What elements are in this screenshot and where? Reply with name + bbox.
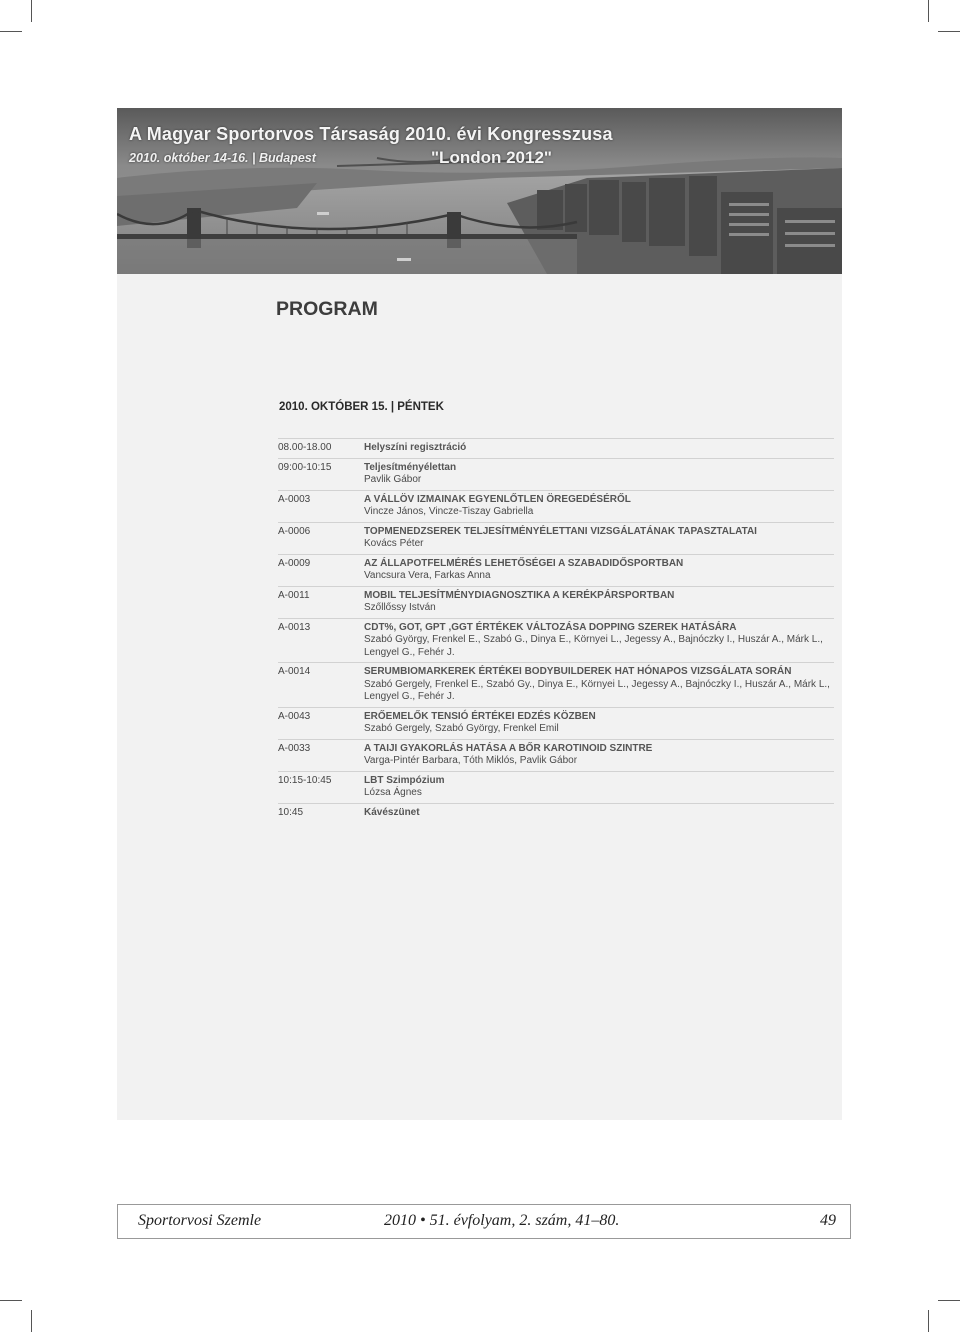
schedule-title: Helyszíni regisztráció [364,442,467,453]
day-heading: 2010. OKTÓBER 15. | PÉNTEK [279,401,444,413]
schedule-title: Kávészünet [364,806,420,818]
banner-date: 2010. október 14-16. | Budapest [129,151,316,165]
schedule-entry [364,442,834,455]
schedule-title: Teljesítményélettan [364,461,457,473]
schedule-authors: Vincze János, Vincze-Tiszay Gabriella [364,506,534,517]
schedule-title: TOPMENEDZSEREK TELJESÍTMÉNYÉLETTANI VIZSGÁLATÁNAK TAPASZTALATAI [364,525,757,537]
schedule-title: ERŐEMELŐK TENSIÓ ÉRTÉKEI EDZÉS KÖZBEN [364,710,596,722]
crop-mark [31,0,32,22]
crop-mark [31,1310,32,1332]
schedule-code: A-0011 [278,589,310,601]
schedule-entry [364,775,834,800]
schedule-entry [364,462,834,487]
footer-issue-info: 2010 • 51. évfolyam, 2. szám, 41–80. [384,1212,620,1229]
schedule-row [278,803,834,823]
schedule-code: A-0006 [278,525,311,537]
schedule-authors: Lózsa Ágnes [364,787,422,798]
schedule-row [278,438,834,458]
congress-banner [117,108,842,274]
schedule-code: A-0003 [278,493,311,505]
schedule-row [278,739,834,771]
schedule-entry [364,622,834,660]
schedule-code: A-0014 [278,666,311,677]
schedule-entry [364,807,834,820]
footer-journal-name: Sportorvosi Szemle [138,1212,262,1229]
schedule-authors: Szabó György, Frenkel E., Szabó G., Dinya E., Környei L., Jegessy A., Bajnóczky I., Huszár A., Márk L., Lengyel G., Fehér J. [364,634,823,658]
schedule-row [278,771,834,803]
schedule-code: A-0009 [278,557,311,569]
schedule-table [278,438,834,822]
crop-mark [928,0,929,22]
schedule-entry [364,666,834,704]
schedule-row [278,586,834,618]
schedule-title: SERUMBIOMARKEREK ÉRTÉKEI BODYBUILDEREK HAT HÓNAPOS VIZSGÁLATA SORÁN [364,666,792,677]
schedule-entry [364,743,834,768]
schedule-code: 10:45 [278,806,304,818]
schedule-row [278,522,834,554]
schedule-authors: Szőllőssy István [364,602,436,613]
schedule-row [278,490,834,522]
crop-mark [0,1300,22,1301]
schedule-entry [364,558,834,583]
schedule-title: CDT%, GOT, GPT ,GGT ÉRTÉKEK VÁLTOZÁSA DOPPING SZEREK HATÁSÁRA [364,621,737,633]
crop-mark [938,31,960,32]
schedule-entry [364,526,834,551]
schedule-title: A TAIJI GYAKORLÁS HATÁSA A BŐR KAROTINOID SZINTRE [364,742,653,754]
schedule-row [278,618,834,663]
schedule-code: 09:00-10:15 [278,461,332,473]
schedule-entry [364,711,834,736]
schedule-code: A-0043 [278,710,311,722]
schedule-code: A-0033 [278,742,311,754]
schedule-code: A-0013 [278,621,311,633]
program-heading: PROGRAM [276,298,378,320]
banner-tagline: "London 2012" [431,148,552,167]
schedule-row [278,707,834,739]
schedule-entry [364,590,834,615]
schedule-authors: Vancsura Vera, Farkas Anna [364,570,491,581]
schedule-authors: Pavlik Gábor [364,474,422,485]
schedule-title: A VÁLLÖV IZMAINAK EGYENLŐTLEN ÖREGEDÉSÉRŐL [364,493,631,505]
schedule-authors: Szabó Gergely, Frenkel E., Szabó Gy., Dinya E., Környei L., Jegessy A., Bajnóczky I., Huszár A., Márk L., Lengyel G., Fehér J. [364,678,830,702]
schedule-row [278,458,834,490]
crop-mark [0,31,22,32]
schedule-row [278,554,834,586]
schedule-entry [364,494,834,519]
schedule-authors: Szabó Gergely, Szabó György, Frenkel Emil [364,723,559,734]
schedule-title: MOBIL TELJESÍTMÉNYDIAGNOSZTIKA A KERÉKPÁRSPORTBAN [364,589,675,601]
schedule-authors: Kovács Péter [364,538,424,549]
scanned-program-page [117,108,842,1120]
footer-page-number: 49 [820,1212,836,1229]
banner-title: A Magyar Sportorvos Társaság 2010. évi Kongresszusa [129,124,613,144]
schedule-title: AZ ÁLLAPOTFELMÉRÉS LEHETŐSÉGEI A SZABADIDŐSPORTBAN [364,557,684,569]
schedule-authors: Varga-Pintér Barbara, Tóth Miklós, Pavlik Gábor [364,755,578,766]
crop-mark [938,1300,960,1301]
crop-mark [928,1310,929,1332]
page-footer [117,1204,851,1239]
schedule-code: 08.00-18.00 [278,442,332,453]
schedule-row [278,662,834,707]
schedule-title: LBT Szimpózium [364,774,445,786]
schedule-code: 10:15-10:45 [278,774,332,786]
